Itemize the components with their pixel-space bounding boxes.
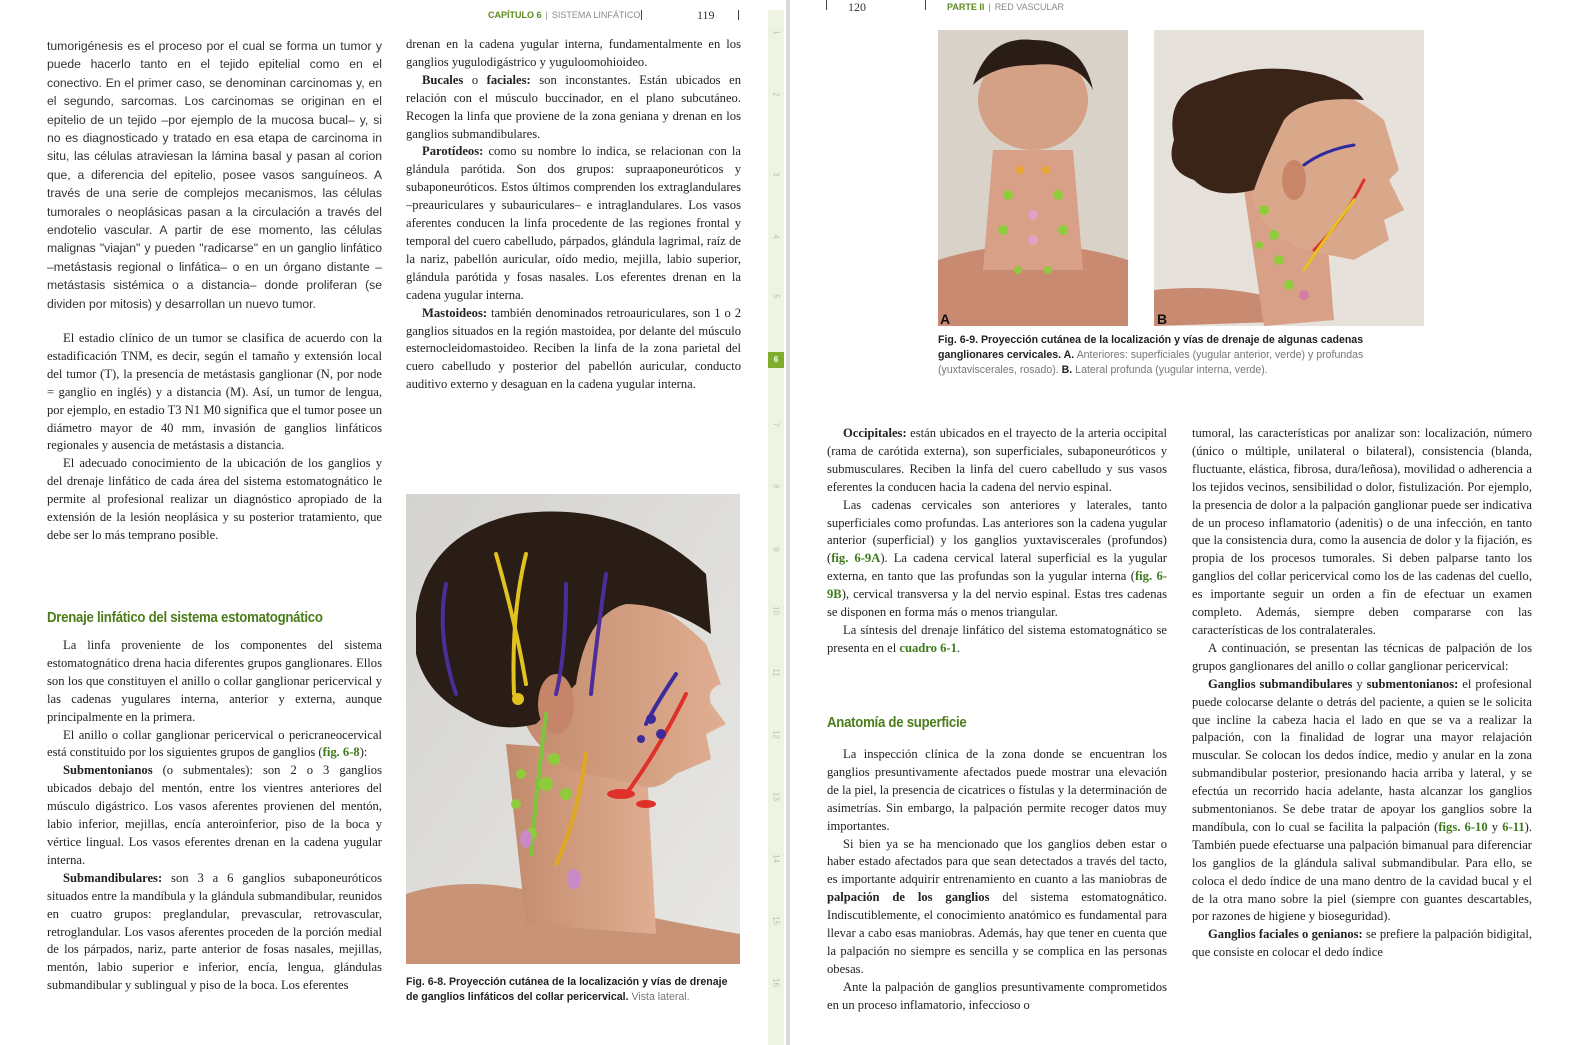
- running-header: CAPÍTULO 6 | SISTEMA LINFÁTICO: [488, 10, 641, 20]
- figure-ref[interactable]: fig. 6-8: [322, 745, 360, 760]
- text-column-1c: [47, 637, 382, 995]
- paragraph: tumorigénesis es el proceso por el cual se forma un tumor y puede hacerlo tanto en el tejido epitelial como en el conectivo. En el primer caso, se denominan carcinomas y, en el segundo, sarcomas. Los carcinomas se originan en el epitelio de un tejido –por ejemplo de la mucosa bucal– y, si no es diagnosticado y tratado en esa etapa de carcinoma in situ, las células atraviesan la lámina basal y pasan al corion que, a diferencia del epitelio, posee vasos sanguíneos. A través de una serie de complejos mecanismos, las células tumorales o neoplásicas pasan a la circulación a través del endotelio vascular. A partir de ese momento, las células malignas "viajan" y pueden "radicarse" en un ganglio linfático –metástasis regional o linfática– o en un órgano distante –metástasis sistémica o a distancia– donde proliferan (se dividen por mitosis) y desarrollan un nuevo tumor.: [47, 39, 382, 311]
- text-column-1b: [47, 330, 382, 545]
- paragraph: Submandibulares: son 3 a 6 ganglios subaponeuróticos situados entre la mandíbula y la glándula submandibular, reunidos en cuatro grupos: preglandular, prevascular, retrovascular, retroglandular. Los vasos aferentes proceden de la porción medial de los párpados, nariz, parte anterior de fosas nasales, mejillas, mentón, labio superior e inferior, encía, lengua, glándulas submandibular y sublingual y piso de la boca. Los eferentes: [47, 870, 382, 993]
- paragraph: Bucales o faciales: son inconstantes. Están ubicados en relación con el músculo buccinador, en el plano subcutáneo. Recogen la linfa que proviene de la zona geniana y drenan en los ganglios submandibulares.: [406, 72, 741, 141]
- chapter-tab-active[interactable]: 6: [768, 352, 784, 368]
- table-ref[interactable]: cuadro 6-1: [899, 640, 957, 655]
- chapter-tab[interactable]: 5: [771, 294, 781, 299]
- paragraph: Ganglios submandibulares y submentonianos: el profesional puede colocarse delante o detrás del paciente, a quien se le solicita que incline la cabeza hacia el lado en que se va a realizar la palpación, con la finalidad de lograr una mayor relajación muscular. Se colocan los dedos índice, medio y anular en la zona submandibular posterior, presionando hacia arriba y lateral, y se efectúa un recorrido hacia adelante, hasta alcanzar los ganglios submentonianos. Se debe tratar de apoyar los ganglios sobre la mandíbula, con lo cual se facilita la palpación (figs. 6-10 y 6-11). También puede efectuarse una palpación bimanual para diferenciar los ganglios de la glándula salival submandibular. Para ello, se coloca el dedo índice de una mano dentro de la cavidad bucal y el de la otra mano sobre la piel (siempre con guantes descartables, por razones de higiene y bioseguridad).: [1192, 676, 1532, 924]
- chapter-tab[interactable]: 4: [771, 234, 781, 239]
- chapter-tab[interactable]: 8: [771, 484, 781, 489]
- figure-ref[interactable]: figs. 6-10: [1438, 819, 1488, 834]
- paragraph: Parotídeos: como su nombre lo indica, se relacionan con la glándula parótida. Son dos grupos: supraaponeuróticos y subaponeuróticos. Estos últimos comprenden los extraglandulares –preauriculares y subauriculares– e intraglandulares. Los vasos aferentes conducen la linfa procedente de las regiones frontal y temporal del cuero cabelludo, párpados, glándula lagrimal, raíz de la nariz, pabellón auricular, oído medio, mejilla, labio superior, glándula parótida y fosas nasales. Los eferentes drenan en la cadena yugular interna.: [406, 144, 741, 302]
- text-column-1: [47, 37, 382, 313]
- chapter-tab[interactable]: 2: [771, 92, 781, 97]
- chapter-tab[interactable]: 9: [771, 547, 781, 552]
- paragraph: El estadio clínico de un tumor se clasifica de acuerdo con la estadificación TNM, es decir, según el tamaño y extensión local del tumor (T), la presencia de metástasis ganglionar (N, por node = ganglio en inglés) y a distancia (M). Así, un tumor de lengua, por ejemplo, en estadio T3 N1 M0 significa que el tumor posee un diámetro mayor de 40 mm, invasión de ganglios linfáticos regionales y ausencia de metástasis a distancia.: [47, 331, 382, 453]
- left-page: [0, 0, 786, 1045]
- paragraph: Occipitales: están ubicados en el trayecto de la arteria occipital (rama de carótida externa), son superficiales, subaponeuróticos y submusculares. Reciben la linfa del cuero cabelludo y sus vasos eferentes la conducen hacia la cadena del nervio espinal.: [827, 426, 1167, 494]
- header-rule: [826, 0, 827, 10]
- chapter-tab[interactable]: 16: [771, 978, 781, 987]
- right-page: [790, 0, 1584, 1045]
- paragraph: La inspección clínica de la zona donde se encuentran los ganglios presuntivamente afectados puede mostrar una elevación de la piel, la presencia de cicatrices o fístulas y la determinación de asimetrías. Sin embargo, la palpación permite recoger datos muy importantes.: [827, 747, 1167, 833]
- paragraph: A continuación, se presentan las técnicas de palpación de los grupos ganglionares del anillo o collar ganglionar pericervical:: [1192, 640, 1532, 673]
- paragraph: drenan en la cadena yugular interna, fundamentalmente en los ganglios yugulodigástrico y yuguloomohioideo.: [406, 37, 741, 69]
- figure-6-9-caption: Fig. 6-9. Proyección cutánea de la localización y vías de drenaje de algunas cadenas ganglionares cervicales. A. Anteriores: superficiales (yugular anterior, verde) y profundas (yuxtaviscerales, rosado). B. Lateral profunda (yugular interna, verde).: [938, 334, 1364, 376]
- chapter-tab[interactable]: 11: [771, 668, 781, 677]
- figure-ref[interactable]: fig. 6-9A: [831, 551, 881, 566]
- chapter-tab[interactable]: 1: [771, 30, 781, 35]
- figure-6-8-caption: Fig. 6-8. Proyección cutánea de la localización y vías de drenaje de ganglios linfáticos del collar pericervical. Vista lateral.: [406, 976, 728, 1003]
- page-number: 120: [848, 0, 866, 14]
- paragraph: La síntesis del drenaje linfático del sistema estomatognático se presenta en el cuadro 6-1.: [827, 622, 1167, 655]
- paragraph: El adecuado conocimiento de la ubicación de los ganglios y del drenaje linfático de cada área del sistema estomatognático le permite al profesional realizar un diagnóstico apropiado de la extensión de la lesión neoplásica y su posterior tratamiento, que debe ser lo más temprano posible.: [47, 456, 382, 542]
- paragraph: Ante la palpación de ganglios presuntivamente comprometidos en un proceso inflamatorio, infeccioso o: [827, 979, 1167, 1012]
- running-header: PARTE II | RED VASCULAR: [947, 2, 1065, 12]
- paragraph: Mastoideos: también denominados retroauriculares, son 1 o 2 ganglios situados en la región mastoidea, por delante del músculo esternocleidomastoideo. Reciben la linfa de la zona parietal del cuero cabelludo y posterior del pabellón auricular, conducto auditivo externo y desaguan en la cadena yugular interna.: [406, 305, 741, 392]
- figure-label-b: B: [1157, 311, 1168, 327]
- chapter-tab[interactable]: 10: [771, 606, 781, 615]
- header-rule: [738, 10, 739, 20]
- figure-ref[interactable]: 6-11: [1502, 819, 1525, 834]
- chapter-tab[interactable]: 3: [771, 172, 781, 177]
- header-rule: [641, 10, 642, 20]
- chapter-tab[interactable]: 13: [771, 792, 781, 801]
- header-rule: [925, 0, 926, 10]
- text-column-2: [406, 36, 741, 394]
- figure-label-a: A: [940, 311, 951, 327]
- paragraph: La linfa proveniente de los componentes del sistema estomatognático drena hacia diferentes grupos ganglionares. Ellos son los que constituyen el anillo o collar ganglionar pericervical y las cadenas yugulares interna, anterior y externa, aunque principalmente en la primera.: [47, 638, 382, 724]
- paragraph: Si bien ya se ha mencionado que los ganglios deben estar o haber estado afectados para que sean detectados a través del tacto, es importante adquirir entrenamiento en cuanto a las maniobras de palpación de los ganglios del sistema estomatognático. Indiscutiblemente, el conocimiento anatómico es fundamental para llevar a cabo esas maniobras. Además, hay que tener en cuenta que la palpación no siempre es sencilla y se complica en las personas obesas.: [827, 836, 1167, 976]
- figure-ref[interactable]: fig. 6-9B: [827, 569, 1167, 602]
- paragraph: tumoral, las características por analizar son: localización, número (único o múltiple, unilateral o bilateral), consistencia (blanda, fluctuante, elástica, fibrosa, dura/leñosa), movilidad o adherencia a los tejidos vecinos, sensibilidad o dolor, fistulización. Por ejemplo, la presencia de dolor a la palpación ganglionar puede ser indicativa de un proceso inflamatorio (adenitis) o de una infección, en tanto que la consistencia dura, como la ausencia de dolor y la fijación, es propia de los procesos tumorales. Si deben palparse tanto los ganglios del collar pericervical como los de las cadenas del cuello, es importante seguir un orden a fin de efectuar un examen completo. Además, siempre deben compararse con las características de los contralaterales.: [1192, 426, 1532, 637]
- text-column-3b: [827, 746, 1167, 1015]
- section-heading: Drenaje linfático del sistema estomatognático: [47, 609, 323, 626]
- section-heading: Anatomía de superficie: [827, 714, 967, 731]
- paragraph: Las cadenas cervicales son anteriores y laterales, tanto superficiales como profundas. Las anteriores son la cadena yugular anterior (superficial) y los ganglios yuxtaviscerales (profundos) (fig. 6-9A). La cadena cervical lateral superficial es la yugular externa, en tanto que las profundas son la yugular interna (fig. 6-9B), cervical transversa y la del nervio espinal. Estas tres cadenas se disponen en forma más o menos triangular.: [827, 497, 1167, 620]
- text-column-4: [1192, 425, 1532, 962]
- chapter-tab[interactable]: 15: [771, 916, 781, 925]
- chapter-tab[interactable]: 14: [771, 854, 781, 863]
- paragraph: Submentonianos (o submentales): son 2 o 3 ganglios ubicados debajo del mentón, entre los vientres anteriores del músculo digástrico. Los vasos aferentes provienen del mentón, labio inferior, mejillas, encía anteroinferior, piso de la boca y vértice lingual. Los vasos eferentes drenan en la cadena yugular interna.: [47, 763, 382, 867]
- figure-6-8-photo: [406, 494, 740, 964]
- text-column-3: [827, 425, 1167, 658]
- paragraph: El anillo o collar ganglionar pericervical o pericraneocervical está constituido por los siguientes grupos de ganglios (fig. 6-8):: [47, 727, 382, 760]
- chapter-tab[interactable]: 7: [771, 422, 781, 427]
- figure-6-9b-photo: [1154, 30, 1424, 326]
- paragraph: Ganglios faciales o genianos: se prefiere la palpación bidigital, que consiste en colocar el dedo índice: [1192, 927, 1533, 960]
- chapter-tab[interactable]: 12: [771, 730, 781, 739]
- chapter-tab-strip: [768, 10, 784, 1045]
- page-number: 119: [697, 8, 715, 22]
- figure-6-9a-photo: [938, 30, 1128, 326]
